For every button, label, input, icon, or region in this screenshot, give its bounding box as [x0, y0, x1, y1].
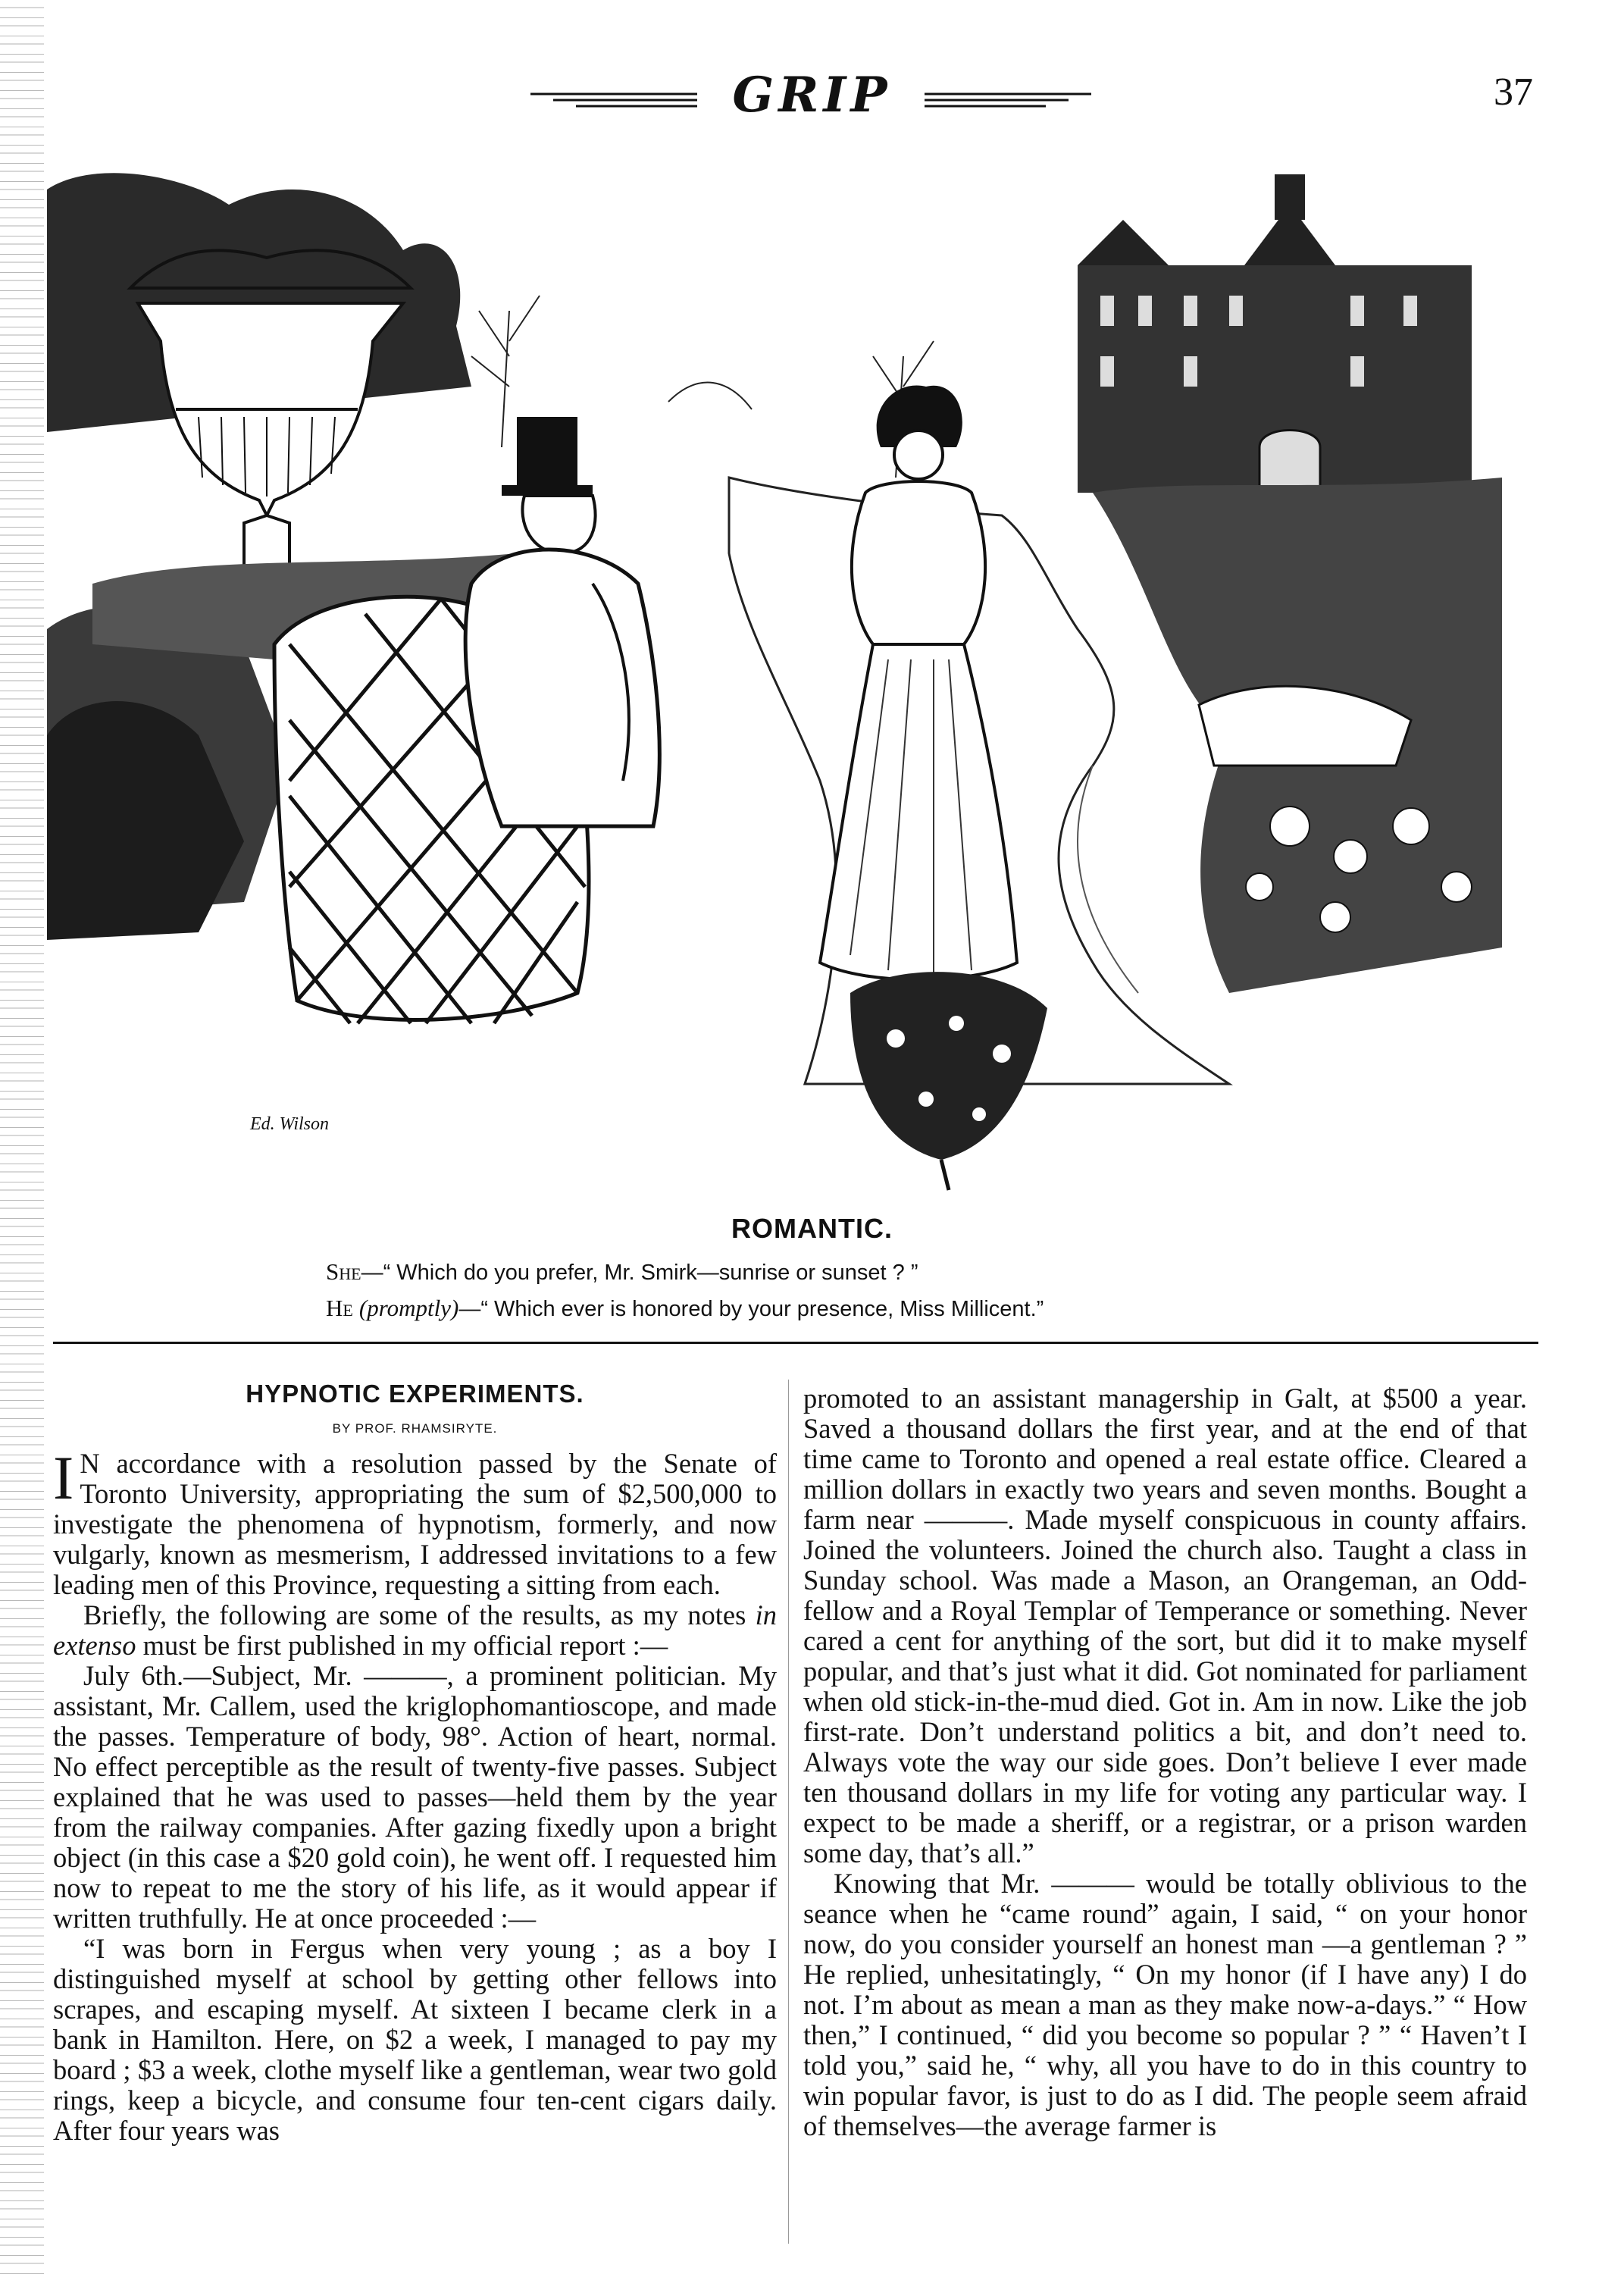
cartoon-title: ROMANTIC. [731, 1213, 893, 1244]
cartoon-line-he [326, 1295, 1044, 1322]
article-paragraph-2: Briefly, the following are some of the results, as my notes in extenso must be first published in my official report :— [53, 1599, 777, 1661]
article-title: HYPNOTIC EXPERIMENTS. [246, 1380, 584, 1408]
article-column-left [53, 1376, 777, 2247]
speaker-she: She [326, 1258, 361, 1285]
binding-spine [0, 0, 44, 2274]
section-divider [53, 1342, 1538, 1344]
column-divider [788, 1380, 789, 2244]
masthead-title: GRIP [732, 67, 892, 124]
page-number: 37 [1494, 70, 1533, 114]
article-paragraph-4: “I was born in Fergus when very young ; as a boy I distinguished myself at school by getting other fellows into scrapes, and escaping myself. At sixteen I became clerk in a bank in Hamilton. Here, on $2 a week, I managed to pay my board ; $3 a week, clothe myself like a gentleman, wear two gold rings, keep a bicycle, and consume four ten-cent cigars daily. After four years was [53, 1933, 777, 2146]
article-paragraph-1: I N accordance with a resolution passed by the Senate of Toronto University, appropriating the sum of $2,500,000 to investigate the phenomena of hypnotism, formerly, and now vulgarly, known as mesmerism, I addressed invitations to a few leading men of this Province, requesting a sitting from each. [53, 1443, 777, 1600]
masthead [0, 62, 1624, 138]
stage-direction: (promptly) [358, 1295, 459, 1321]
flower-bed-right-icon [1093, 478, 1502, 993]
top-hat-man-icon [465, 417, 659, 826]
article-paragraph-6: Knowing that Mr. ——— would be totally oblivious to the seance when he “came round” again, I said, “ on your honor now, do you consider yourself an honest man —a gentleman ? ” He replied, unhesitatingly, “ On my honor (if I have any) I do not. I’m about as mean a man as they make now-a-days.” “ How then,” I continued, “ did you become so popular ? ” “ Haven’t I told you,” said he, “ why, all you have to do in this country to win popular favor, is just to do as I did. The people seem afraid of themselves—the average farmer is [803, 1868, 1527, 2141]
article-paragraph-3: July 6th.—Subject, Mr. ———, a prominent politician. My assistant, Mr. Callem, used the kriglophomantioscope, and made the passes. Temperature of body, 98°. Action of heart, normal. No effect perceptible as the result of twenty-five passes. Subject explained that he was used to passes—held them by the year from the railway companies. After gazing fixedly upon a bright object (in this case a $20 gold coin), he went off. I requested him now to repeat to me the story of his life, as it would appear if written truthfully. He at once proceeded :— [53, 1660, 777, 1934]
article-paragraph-5: promoted to an assistant managership in Galt, at $500 a year. Saved a thousand dollars the first year, and at the end of that time came to Toronto and opened a real estate office. Cleared a million dollars in exactly two years and seven months. Bought a farm near ———. Made myself conspicuous in county affairs. Joined the volunteers. Joined the church also. Taught a class in Sunday school. Was made a Mason, an Orangeman, an Odd-fellow and a Royal Templar of Temperance or something. Never cared a cent for anything of the sort, but did it to make myself popular, and that’s just what it did. Got nominated for parliament when old stick-in-the-mud died. Got in. Am in now. Like the job first-rate. Don’t understand politics a bit, and don’t need to. Always vote the way our side goes. Don’t believe I ever made ten thousand dollars in my life for voting any particular way. I expect to be made a sheriff, or a registrar, or a prison warden some day, that’s all.” [803, 1383, 1527, 1868]
mansion-icon [1078, 174, 1472, 493]
line-he-text: —“ Which ever is honored by your presence, Miss Millicent.” [458, 1297, 1044, 1321]
parasol-icon [850, 972, 1047, 1190]
romantic-cartoon-illustration [47, 159, 1502, 1205]
speaker-he: He [326, 1295, 353, 1321]
cartoon-line-she [326, 1258, 918, 1286]
line-she-text: —“ Which do you prefer, Mr. Smirk—sunrise or sunset ? ” [361, 1261, 918, 1285]
artist-signature: Ed. Wilson [250, 1114, 330, 1134]
article-column-right [803, 1383, 1527, 2255]
drop-cap: I [53, 1443, 74, 1512]
article-byline: BY PROF. RHAMSIRYTE. [332, 1421, 498, 1436]
